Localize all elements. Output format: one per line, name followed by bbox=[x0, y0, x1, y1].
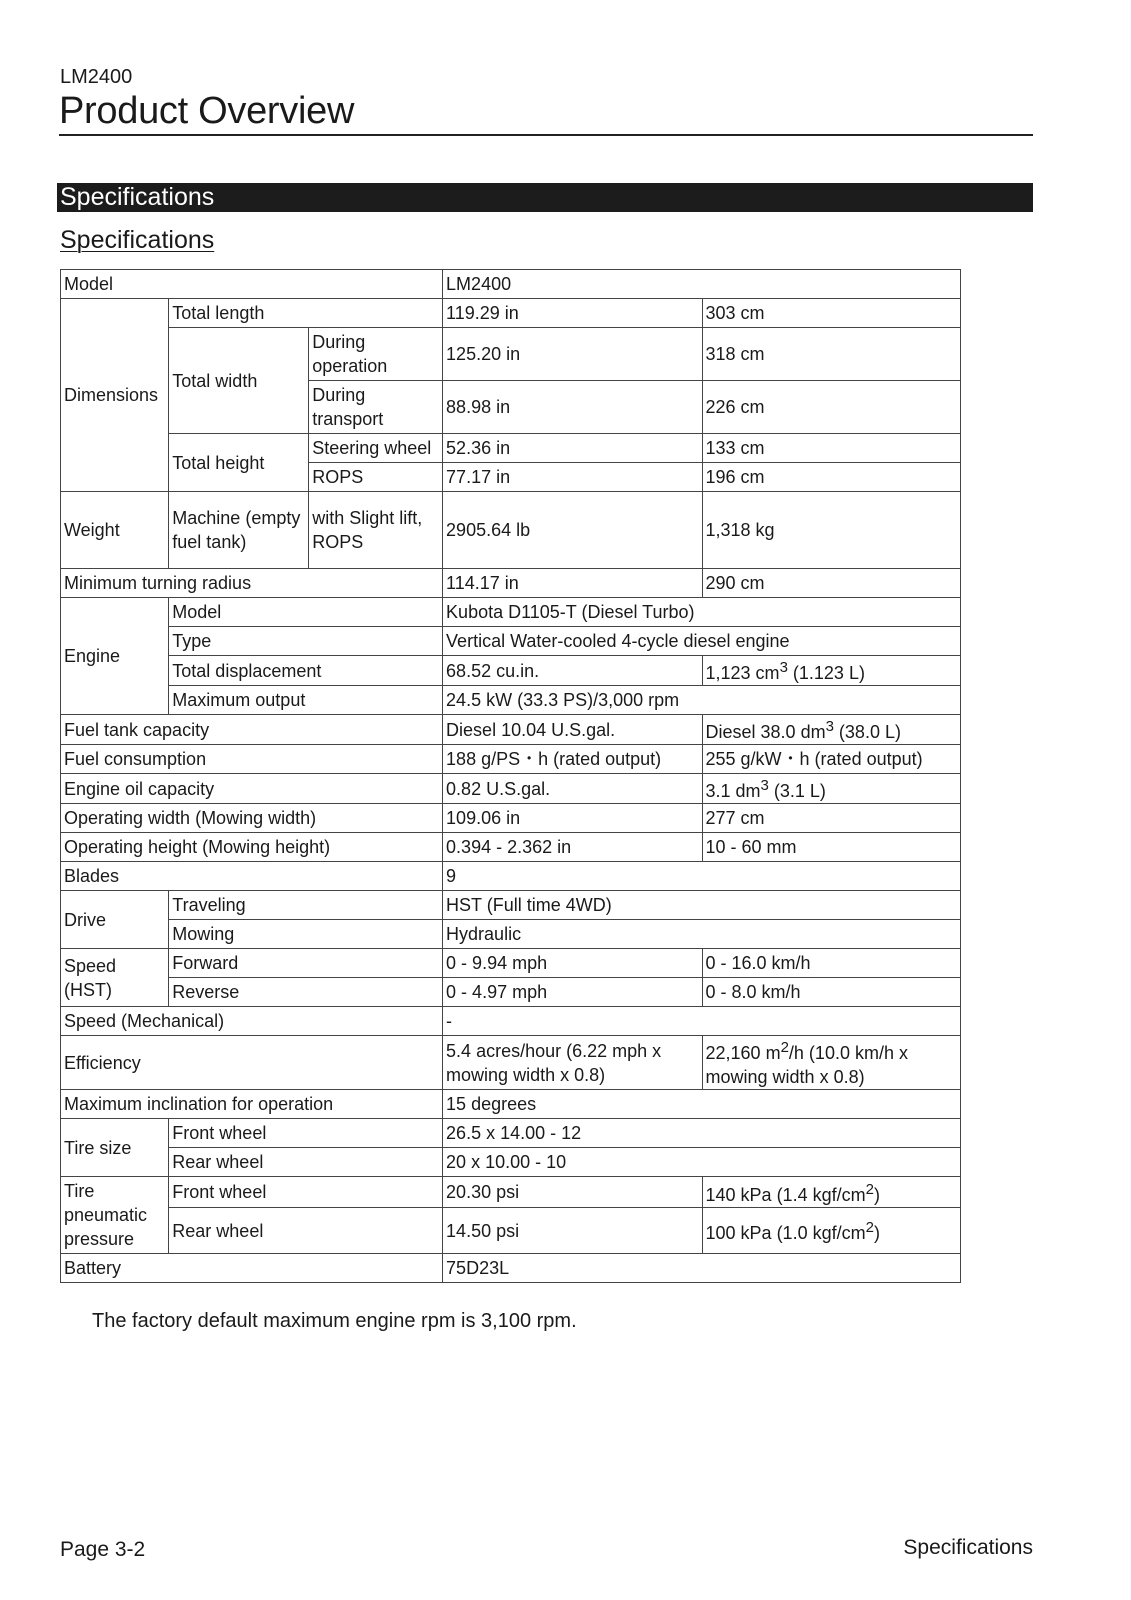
row-label: Reverse bbox=[169, 978, 443, 1007]
table-row bbox=[61, 492, 961, 569]
footnote: The factory default maximum engine rpm is 3,100 rpm. bbox=[92, 1310, 577, 1332]
table-row bbox=[61, 745, 961, 774]
row-label: Minimum turning radius bbox=[61, 569, 443, 598]
sub-label: with Slight lift, ROPS bbox=[309, 492, 443, 569]
row-label: Operating width (Mowing width) bbox=[61, 804, 443, 833]
table-row bbox=[61, 862, 961, 891]
value-metric: Diesel 38.0 $dm^3$ (38.0 L) bbox=[702, 715, 960, 745]
table-row bbox=[61, 328, 961, 381]
table-row bbox=[61, 1007, 961, 1036]
value-imperial: 52.36 in bbox=[443, 434, 702, 463]
sub-label: ROPS bbox=[309, 463, 443, 492]
value-metric: 255 g/kW・h (rated output) bbox=[702, 745, 960, 774]
table-row bbox=[61, 1208, 961, 1254]
row-label: Total displacement bbox=[169, 656, 443, 686]
value-imperial: 88.98 in bbox=[443, 381, 702, 434]
row-value: Hydraulic bbox=[443, 920, 961, 949]
row-label: Operating height (Mowing height) bbox=[61, 833, 443, 862]
row-label: Engine oil capacity bbox=[61, 774, 443, 804]
row-value: Kubota D1105-T (Diesel Turbo) bbox=[443, 598, 961, 627]
value-metric: 1,318 kg bbox=[702, 492, 960, 569]
value-metric: 290 cm bbox=[702, 569, 960, 598]
sub-label: During transport bbox=[309, 381, 443, 434]
group-label: Tire size bbox=[61, 1119, 169, 1177]
table-row bbox=[61, 949, 961, 978]
value-imperial: Diesel 10.04 U.S.gal. bbox=[443, 715, 702, 745]
group-label: Tire pneumatic pressure bbox=[61, 1177, 169, 1254]
row-label: Total height bbox=[169, 434, 309, 492]
row-label: Front wheel bbox=[169, 1119, 443, 1148]
table-row bbox=[61, 978, 961, 1007]
sub-label: During operation bbox=[309, 328, 443, 381]
row-label: Blades bbox=[61, 862, 443, 891]
value-metric: 3.1 $dm^3$ (3.1 L) bbox=[702, 774, 960, 804]
row-label: Model bbox=[169, 598, 443, 627]
row-value: 75D23L bbox=[443, 1254, 961, 1283]
row-label: Traveling bbox=[169, 891, 443, 920]
table-row bbox=[61, 1177, 961, 1208]
model-label: LM2400 bbox=[60, 66, 133, 88]
row-label: Rear wheel bbox=[169, 1208, 443, 1254]
value-imperial: 109.06 in bbox=[443, 804, 702, 833]
table-row bbox=[61, 920, 961, 949]
row-label: Fuel consumption bbox=[61, 745, 443, 774]
table-row bbox=[61, 434, 961, 463]
value-imperial: 188 g/PS・h (rated output) bbox=[443, 745, 702, 774]
value-imperial: 14.50 psi bbox=[443, 1208, 702, 1254]
row-label: Maximum output bbox=[169, 686, 443, 715]
value-imperial: 77.17 in bbox=[443, 463, 702, 492]
row-value: 26.5 x 14.00 - 12 bbox=[443, 1119, 961, 1148]
table-row bbox=[61, 1119, 961, 1148]
table-row bbox=[61, 1254, 961, 1283]
group-label: Speed (HST) bbox=[61, 949, 169, 1007]
page-number: Page 3-2 bbox=[60, 1538, 146, 1561]
sub-label: Steering wheel bbox=[309, 434, 443, 463]
value-metric: 196 cm bbox=[702, 463, 960, 492]
row-value: 15 degrees bbox=[443, 1090, 961, 1119]
row-value: - bbox=[443, 1007, 961, 1036]
table-row bbox=[61, 270, 961, 299]
value-imperial: 114.17 in bbox=[443, 569, 702, 598]
row-label: Efficiency bbox=[61, 1036, 443, 1090]
value-imperial: 125.20 in bbox=[443, 328, 702, 381]
row-label: Total length bbox=[169, 299, 443, 328]
row-label: Machine (empty fuel tank) bbox=[169, 492, 309, 569]
group-label: Drive bbox=[61, 891, 169, 949]
row-label: Total width bbox=[169, 328, 309, 434]
value-metric: 277 cm bbox=[702, 804, 960, 833]
table-row bbox=[61, 774, 961, 804]
row-label: Rear wheel bbox=[169, 1148, 443, 1177]
section-bar: Specifications bbox=[57, 183, 1033, 212]
table-row bbox=[61, 1148, 961, 1177]
group-label: Weight bbox=[61, 492, 169, 569]
value-metric: 10 - 60 mm bbox=[702, 833, 960, 862]
value-metric: 133 cm bbox=[702, 434, 960, 463]
table-row bbox=[61, 299, 961, 328]
row-label: Mowing bbox=[169, 920, 443, 949]
table-row bbox=[61, 569, 961, 598]
row-label: Front wheel bbox=[169, 1177, 443, 1208]
row-label: Speed (Mechanical) bbox=[61, 1007, 443, 1036]
value-metric: 318 cm bbox=[702, 328, 960, 381]
value-imperial: 0.394 - 2.362 in bbox=[443, 833, 702, 862]
sub-heading: Specifications bbox=[60, 226, 215, 254]
group-label: Engine bbox=[61, 598, 169, 715]
value-imperial: 2905.64 lb bbox=[443, 492, 702, 569]
title-rule bbox=[59, 134, 1033, 136]
value-imperial: 0 - 9.94 mph bbox=[443, 949, 702, 978]
page-title: Product Overview bbox=[59, 90, 355, 132]
value-imperial: 20.30 psi bbox=[443, 1177, 702, 1208]
value-metric: 140 kPa (1.4 kgf/$cm^2$) bbox=[702, 1177, 960, 1208]
row-label: Battery bbox=[61, 1254, 443, 1283]
row-value: 24.5 kW (33.3 PS)/3,000 rpm bbox=[443, 686, 961, 715]
row-label: Fuel tank capacity bbox=[61, 715, 443, 745]
row-label: Type bbox=[169, 627, 443, 656]
row-value: 20 x 10.00 - 10 bbox=[443, 1148, 961, 1177]
value-imperial: 0.82 U.S.gal. bbox=[443, 774, 702, 804]
table-row bbox=[61, 598, 961, 627]
value-metric: 226 cm bbox=[702, 381, 960, 434]
value-metric: 22,160 $m^2/h$ (10.0 km/h x mowing width x 0.8) bbox=[702, 1036, 960, 1090]
value-imperial: 119.29 in bbox=[443, 299, 702, 328]
value-imperial: 0 - 4.97 mph bbox=[443, 978, 702, 1007]
value-imperial: 68.52 cu.in. bbox=[443, 656, 702, 686]
table-row bbox=[61, 715, 961, 745]
table-row bbox=[61, 627, 961, 656]
group-label: Dimensions bbox=[61, 299, 169, 492]
spec-table bbox=[60, 269, 961, 1283]
value-metric: 1,123 $cm^3$ (1.123 L) bbox=[702, 656, 960, 686]
value-imperial: 5.4 acres/hour (6.22 mph x mowing width x 0.8) bbox=[443, 1036, 702, 1090]
value-metric: 0 - 8.0 km/h bbox=[702, 978, 960, 1007]
table-row bbox=[61, 833, 961, 862]
table-row bbox=[61, 891, 961, 920]
value-metric: 0 - 16.0 km/h bbox=[702, 949, 960, 978]
footer-section: Specifications bbox=[903, 1536, 1033, 1559]
value-metric: 303 cm bbox=[702, 299, 960, 328]
row-label: Maximum inclination for operation bbox=[61, 1090, 443, 1119]
table-row bbox=[61, 656, 961, 686]
row-label: Model bbox=[61, 270, 443, 299]
table-row bbox=[61, 686, 961, 715]
table-row bbox=[61, 804, 961, 833]
row-value: HST (Full time 4WD) bbox=[443, 891, 961, 920]
row-value: Vertical Water-cooled 4-cycle diesel engine bbox=[443, 627, 961, 656]
row-value: LM2400 bbox=[443, 270, 961, 299]
table-row bbox=[61, 1036, 961, 1090]
row-label: Forward bbox=[169, 949, 443, 978]
table-row bbox=[61, 1090, 961, 1119]
row-value: 9 bbox=[443, 862, 961, 891]
value-metric: 100 kPa (1.0 kgf/$cm^2$) bbox=[702, 1208, 960, 1254]
